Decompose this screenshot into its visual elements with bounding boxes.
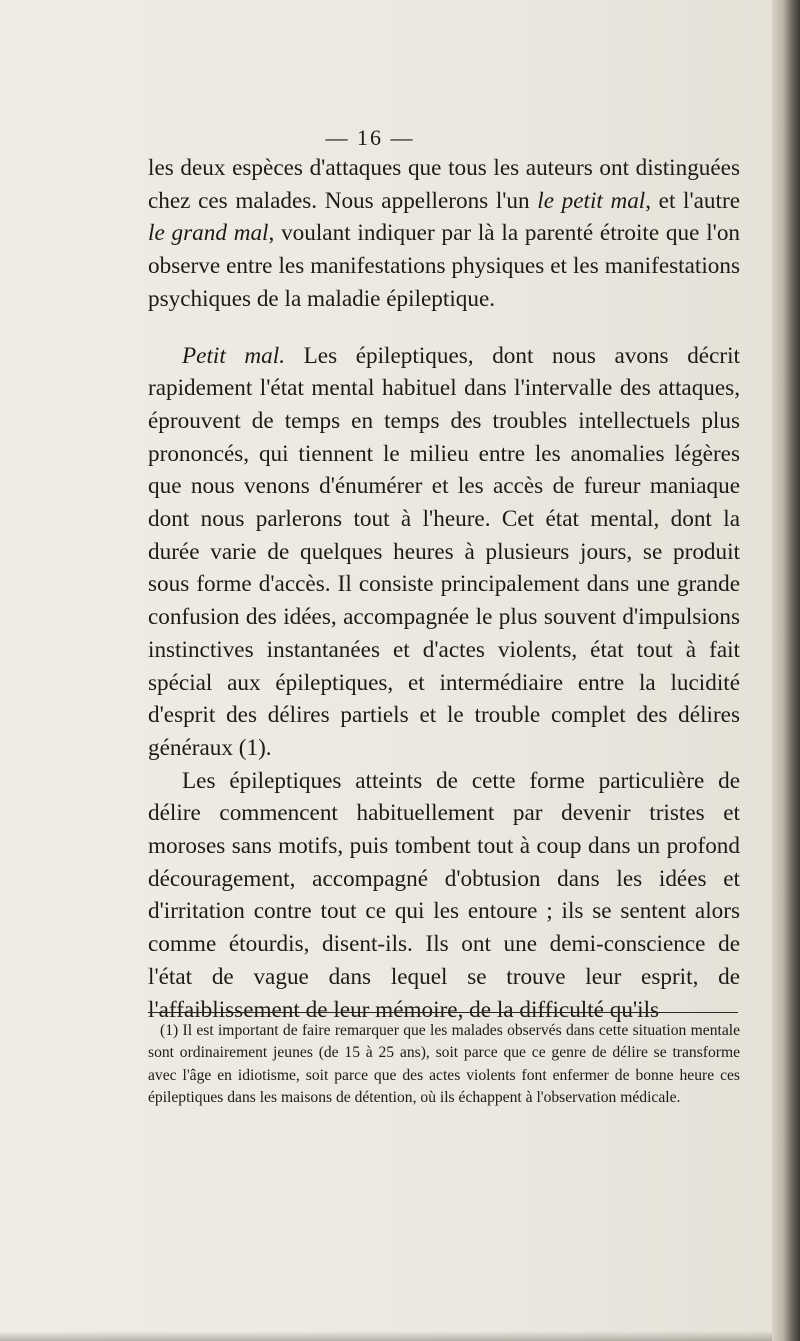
page-number: — 16 —: [325, 125, 415, 150]
book-binding-edge: [772, 0, 800, 1341]
paragraph-petit-mal: Petit mal. Les épileptiques, dont nous avons décrit rapidement l'état mental habituel dans l'intervalle des attaques, éprouvent de temps en temps des troubles intellectuels plus prononcés, qui tiennent le milieu entre les anomalies légères que nous venons d'énumérer et les accès de fureur maniaque dont nous parlerons tout à l'heure. Cet état mental, dont la durée varie de quelques heures à plusieurs jours, se produit sous forme d'accès. Il consiste principalement dans une grande confusion des idées, accompagnée le plus souvent d'impulsions instinctives instantanées et d'actes violents, état tout à fait spécial aux épileptiques, et intermédiaire entre la lucidité d'esprit des délires partiels et le trouble complet des délires généraux (1).: [148, 342, 740, 761]
main-text: [148, 152, 740, 1026]
paragraph-3: Les épileptiques atteints de cette forme particulière de délire commencent habituellement par devenir tristes et moroses sans motifs, puis tombent tout à coup dans un profond découragement, accompagné d'obtusion dans les idées et d'irritation contre tout ce qui les entoure ; ils se sentent alors comme étourdis, disent-ils. Ils ont une demi-conscience de l'état de vague dans lequel se trouve leur esprit, de l'affaiblissement de leur mémoire, de la difficulté qu'ils: [148, 767, 740, 1023]
footnote: [148, 1020, 740, 1110]
paragraph-1: les deux espèces d'attaques que tous les auteurs ont distinguées chez ces malades. Nous appellerons l'un le petit mal, et l'autre le grand mal, voulant indiquer par là la parenté étroite que l'on observe entre les manifestations physiques et les manifestations psychiques de la maladie épileptique.: [148, 155, 741, 312]
footnote-divider: [148, 1012, 738, 1013]
footnote-text: (1) Il est important de faire remarquer que les malades observés dans cette situation mentale sont ordinairement jeunes (de 15 à 25 ans), soit parce que ce genre de délire se transforme avec l'âge en idiotisme, soit parce que des actes violents font enfermer de bonne heure ces épileptiques dans les maisons de détention, où ils échappent à l'observation médicale.: [148, 1022, 740, 1107]
page-bottom-shadow: [0, 1331, 800, 1341]
